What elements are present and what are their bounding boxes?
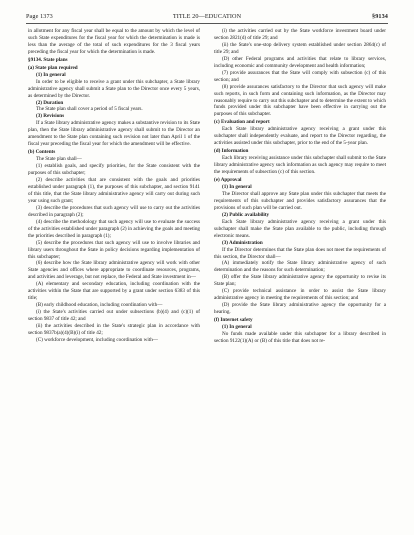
subsection-a-heading: (a) State plan required: [28, 64, 78, 71]
paragraph-f1-heading: (1) In general: [222, 324, 252, 331]
right-column: [214, 28, 386, 345]
item-b6b: (B) early childhood education, including coordination with—: [36, 302, 163, 309]
paragraph-c-text: Each State library administrative agency receiving a grant under this subchapter shall independently evaluate, and report to the Director regarding, the activities assisted under this subchapter, prior to the end of the 5-year plan.: [214, 126, 386, 147]
paragraph-f1-text: No funds made available under this subchapter for a library described in section 9122(1)(A) or (B) of this title that does not re-: [214, 330, 386, 344]
item-e3a: (A) immediately notify the State library administrative agency of such determination and the reasons for such determination;: [214, 260, 386, 274]
item-b8: (8) provide assurances satisfactory to the Director that such agency will make such reports, in such form and containing such information, as the Director may reasonably require to carry out this subchapter and to determine the extent to which funds provided under this subchapter have been effective in carrying out the purposes of this subchapter.: [214, 83, 386, 118]
intro-paragraph: in allotment for any fiscal year shall be equal to the amount by which the level of such State expenditures for the fiscal year for which the determination is made is less than the average of the total of such expenditures for the 3 fiscal years preceding the fiscal year for which the determination is made.: [28, 28, 200, 55]
paragraph-e1-heading: (1) In general: [222, 183, 252, 190]
paragraph-a3-heading: (3) Revisions: [36, 113, 65, 120]
item-b3: (3) describe the procedures that such agency will use to carry out the activities described in paragraph (2);: [28, 204, 200, 218]
item-b1: (1) establish goals, and specify priorities, for the State consistent with the purposes of this subchapter;: [28, 163, 200, 177]
item-b7: (7) provide assurances that the State will comply with subsection (c) of this section; and: [214, 69, 386, 83]
item-b6c-i: (i) the activities carried out by the State workforce investment board under section 2821(d) of title 29; and: [214, 28, 386, 41]
subsection-d-heading: (d) Information: [214, 148, 249, 155]
subsection-f-heading: (f) Internet safety: [214, 317, 253, 324]
paragraph-e3-text: If the Director determines that the State plan does not meet the requirements of this section, the Director shall—: [214, 246, 386, 260]
item-b4: (4) describe the methodology that such agency will use to evaluate the success of the activities established under paragraph (2) in achieving the goals and meeting the priorities described in paragraph (1);: [28, 218, 200, 239]
paragraph-a1-heading: (1) In general: [36, 71, 66, 78]
paragraph-e1-text: The Director shall approve any State plan under this subchapter that meets the requirements of this subchapter and provides satisfactory assurances that the provisions of such plan will be carried out.: [214, 190, 386, 211]
paragraph-e3-heading: (3) Administration: [222, 239, 263, 246]
paragraph-d-text: Each library receiving assistance under this subchapter shall submit to the State library administrative agency such information as such agency may require to meet the requirements of subsection (c) of this section.: [214, 155, 386, 176]
paragraph-a1-text: In order to be eligible to receive a grant under this subchapter, a State library administrative agency shall submit a State plan to the Director once every 5 years, as determined by the Director.: [28, 78, 200, 99]
left-column: [28, 28, 200, 344]
item-b5: (5) describe the procedures that such agency will use to involve libraries and library users throughout the State in policy decisions regarding implementation of this subchapter;: [28, 239, 200, 260]
subsection-b-heading: (b) Contents: [28, 149, 56, 156]
item-b6d: (D) other Federal programs and activities that relate to library services, including economic and community development and health information;: [214, 55, 386, 69]
header-rule: [26, 23, 388, 24]
subsection-e-heading: (e) Approval: [214, 177, 242, 184]
item-b6b-i: (i) the State's activities carried out under subsections (b)(4) and (c)(1) of section 9837 of title 42; and: [28, 309, 200, 323]
item-b6c-ii: (ii) the State's one-stop delivery system established under section 2864(c) of title 29; and: [214, 41, 386, 55]
running-header: [26, 13, 388, 23]
section-heading: §9134. State plans: [28, 56, 68, 63]
paragraph-a2-heading: (2) Duration: [36, 99, 64, 106]
paragraph-e2-text: Each State library administrative agency receiving a grant under this subchapter shall make the State plan available to the public, including through electronic means.: [214, 218, 386, 239]
paragraph-e2-heading: (2) Public availability: [222, 211, 270, 218]
item-e3d: (D) provide the State library administrative agency the opportunity for a hearing.: [214, 302, 386, 316]
item-b6b-ii: (ii) the activities described in the State's strategic plan in accordance with section 9837b(a)(4)(B)(i) of title 42;: [28, 323, 200, 336]
item-b6a: (A) elementary and secondary education, including coordination with the activities within the State that are supported by a grant under section 6383 of this title;: [28, 281, 200, 302]
item-e3b: (B) offer the State library administrative agency the opportunity to revise its State plan;: [214, 274, 386, 288]
subsection-c-heading: (c) Evaluation and report: [214, 119, 270, 126]
paragraph-a2-text: The State plan shall cover a period of 5 fiscal years.: [36, 106, 143, 113]
item-e3c: (C) provide technical assistance in order to assist the State library administrative agency in meeting the requirements of this section; and: [214, 288, 386, 302]
paragraph-b-intro: The State plan shall—: [36, 156, 82, 163]
item-b6: (6) describe how the State library administrative agency will work with other State agencies and offices where appropriate to coordinate resources, programs, and activities and leverage, but not replace, the Federal and State investment in—: [28, 260, 200, 281]
item-b6c: (C) workforce development, including coordination with—: [36, 336, 158, 343]
page-number: Page 1373: [26, 13, 53, 20]
paragraph-a3-text: If a State library administrative agency makes a substantive revision to its State plan, then the State library administrative agency shall submit to the Director an amendment to the State plan containing such revision not later than April 1 of the fiscal year preceding the fiscal year for which the amendment will be effective.: [28, 120, 200, 148]
item-b2: (2) describe activities that are consistent with the goals and priorities established under paragraph (1), the purposes of this subchapter, and section 9141 of this title, that the State library administrative agency will carry out during such year using such grant;: [28, 177, 200, 204]
section-number: §9134: [372, 13, 388, 20]
title-heading: TITLE 20—EDUCATION: [172, 13, 242, 20]
